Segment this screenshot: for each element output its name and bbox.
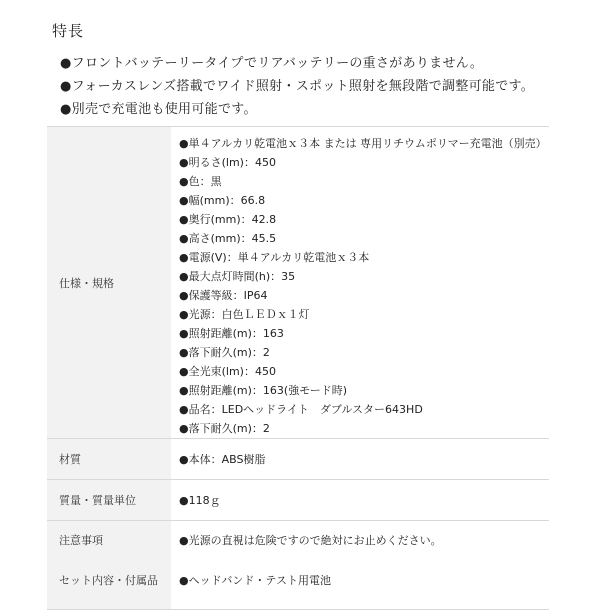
spec-line-text: 照射距離(m)：163: [188, 327, 284, 340]
spec-line: [179, 267, 549, 286]
spec-line-text: 118ｇ: [188, 493, 221, 507]
bullet-icon: ●: [179, 346, 189, 359]
bullet-icon: ●: [179, 232, 189, 245]
features-list: [60, 52, 534, 121]
spec-line-text: 電源(V)：単４アルカリ乾電池ｘ３本: [188, 251, 370, 264]
row-value-weight: [171, 480, 549, 521]
row-label-weight: 質量・質量単位: [47, 480, 171, 521]
spec-line: [179, 450, 549, 469]
spec-line-text: 落下耐久(m)：2: [188, 422, 270, 435]
spec-line: [179, 210, 549, 229]
bullet-icon: ●: [179, 574, 189, 587]
spec-line-text: 全光束(lm)：450: [188, 365, 276, 378]
spec-line-text: ヘッドバンド・テスト用電池: [188, 574, 331, 587]
feature-item: ●フロントバッテーリータイプでリアバッテリーの重さがありません。: [60, 56, 484, 71]
spec-line: [179, 400, 549, 419]
row-value-specs: [171, 127, 549, 439]
spec-line: [179, 569, 549, 609]
spec-line-text: 照射距離(m)：163(強モード時): [188, 384, 348, 397]
spec-line-text: 単４アルカリ乾電池ｘ３本 または 専用リチウムポリマー充電池（別売）: [188, 137, 547, 150]
bullet-icon: ●: [179, 156, 189, 169]
spec-line: [179, 343, 549, 362]
row-label-caution: 注意事項: [59, 534, 103, 547]
row-value-material: [171, 439, 549, 480]
bullet-icon: ●: [179, 213, 189, 226]
bullet-icon: ●: [179, 289, 189, 302]
feature-item: ●フォーカスレンズ搭載でワイド照射・スポット照射を無段階で調整可能です。: [60, 79, 535, 94]
row-label-specs: 仕様・規格: [47, 127, 171, 439]
spec-line-text: 明るさ(lm)：450: [188, 156, 276, 169]
bullet-icon: ●: [179, 422, 189, 435]
bullet-icon: ●: [179, 493, 189, 507]
spec-line: [179, 153, 549, 172]
spec-line: [179, 305, 549, 324]
spec-line: [179, 191, 549, 210]
spec-line: [179, 529, 549, 569]
table-row: [47, 439, 549, 480]
bullet-icon: ●: [179, 327, 189, 340]
table-row: [47, 127, 549, 439]
bullet-icon: ●: [179, 452, 189, 466]
note-values: [179, 521, 549, 609]
spec-line: [179, 248, 549, 267]
spec-line: [179, 286, 549, 305]
bullet-icon: ●: [179, 251, 189, 264]
table-row: [47, 521, 549, 610]
row-label-notes: [47, 521, 171, 610]
spec-line-text: 高さ(mm)：45.5: [188, 232, 277, 245]
spec-line-text: 奥行(mm)：42.8: [188, 213, 277, 226]
spec-lines: [179, 127, 549, 438]
bullet-icon: ●: [179, 403, 189, 416]
spec-line-text: 光源の直視は危険ですので絶対にお止めください。: [188, 534, 442, 547]
spec-line: [179, 134, 549, 153]
spec-line: [179, 324, 549, 343]
spec-line: [179, 381, 549, 400]
spec-line: [179, 229, 549, 248]
bullet-icon: ●: [179, 534, 189, 547]
bullet-icon: ●: [179, 175, 189, 188]
spec-line-text: 色：黒: [188, 175, 222, 188]
section-title: 特長: [52, 22, 85, 40]
spec-line-text: 本体：ABS樹脂: [188, 452, 266, 466]
spec-line: [179, 491, 549, 510]
feature-item: ●別売で充電池も使用可能です。: [60, 102, 257, 117]
bullet-icon: ●: [179, 384, 189, 397]
spec-line: [179, 419, 549, 438]
row-label-material: 材質: [47, 439, 171, 480]
table-row: [47, 480, 549, 521]
bullet-icon: ●: [179, 137, 189, 150]
spec-line-text: 最大点灯時間(h)：35: [188, 270, 296, 283]
row-value-notes: [171, 521, 549, 610]
spec-line-text: 保護等級：IP64: [188, 289, 268, 302]
spec-line-text: 落下耐久(m)：2: [188, 346, 270, 359]
row-label-contents: セット内容・付属品: [59, 574, 158, 587]
bullet-icon: ●: [179, 365, 189, 378]
spec-line: [179, 362, 549, 381]
note-labels: [59, 521, 171, 609]
spec-line-text: 幅(mm)：66.8: [188, 194, 266, 207]
spec-line-text: 品名：LEDヘッドライト ダブルスター643HD: [188, 403, 423, 416]
spec-table: [47, 126, 549, 610]
bullet-icon: ●: [179, 270, 189, 283]
bullet-icon: ●: [179, 308, 189, 321]
spec-line: [179, 172, 549, 191]
spec-line-text: 光源：白色ＬＥＤｘ１灯: [188, 308, 310, 321]
bullet-icon: ●: [179, 194, 189, 207]
